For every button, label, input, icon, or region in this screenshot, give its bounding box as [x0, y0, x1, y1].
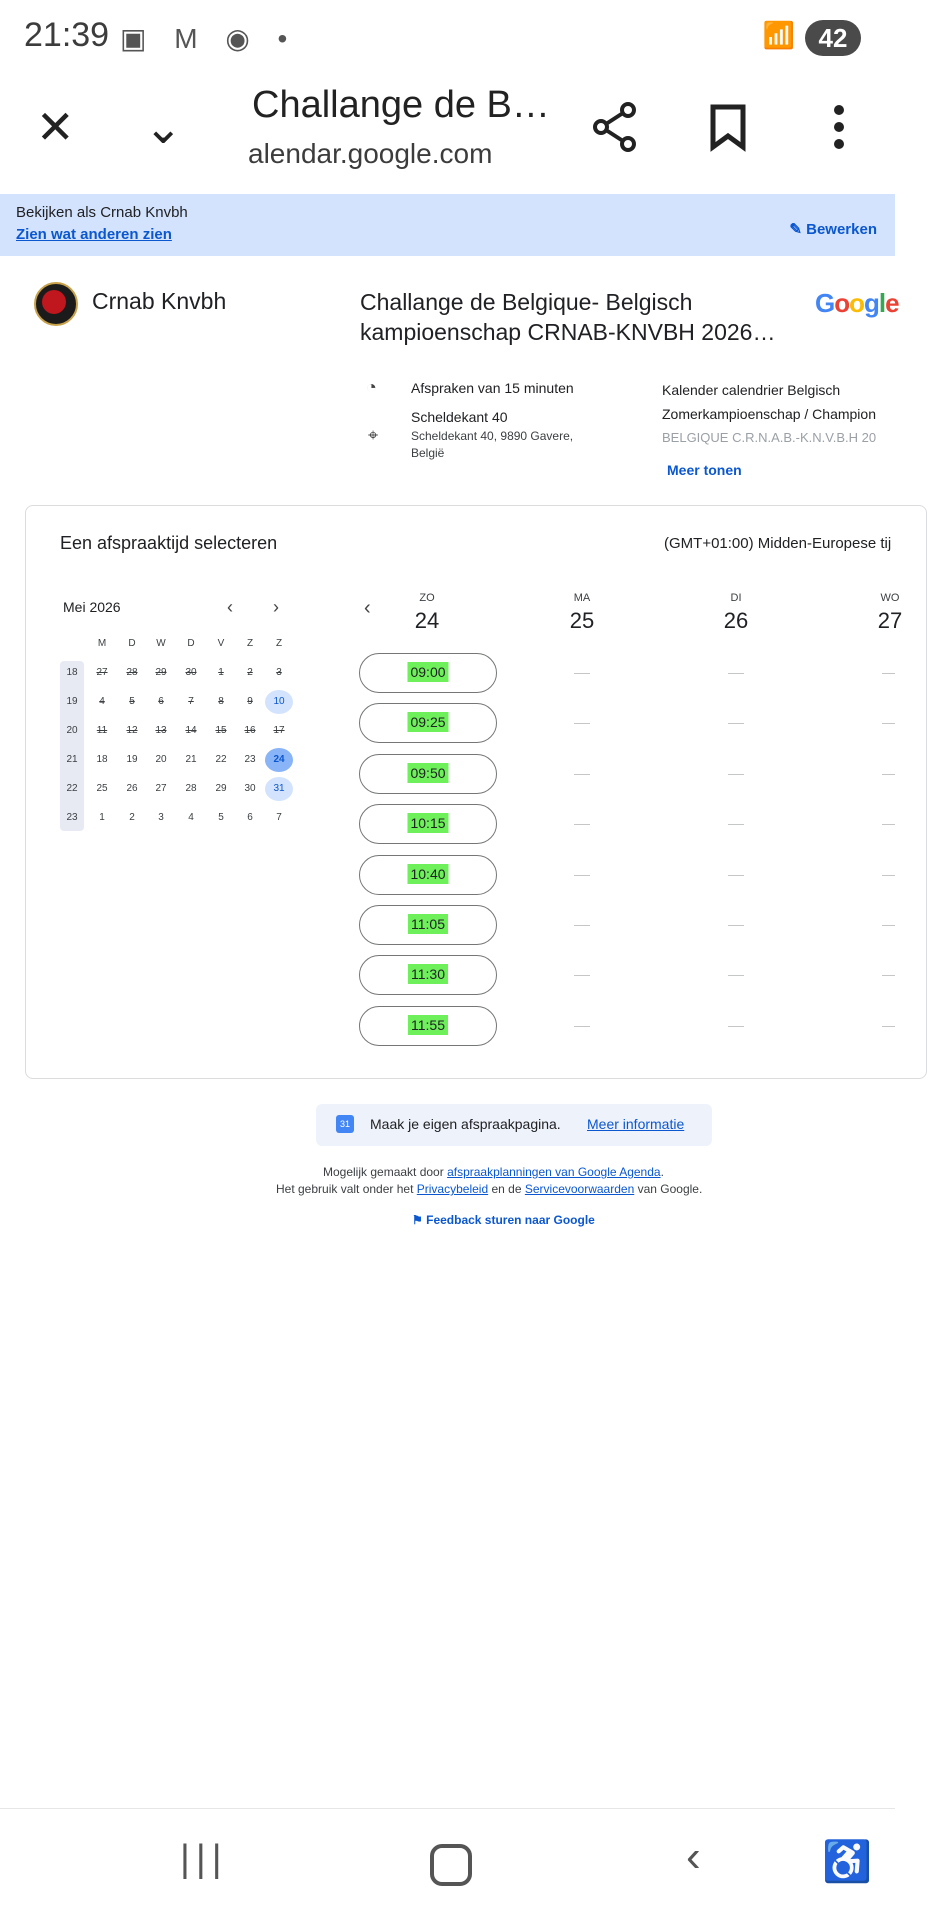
- description-line3: BELGIQUE C.R.N.A.B.-K.N.V.B.H 20: [662, 430, 877, 445]
- time-slot-label: 09:25: [407, 712, 448, 732]
- no-slot-dash: [882, 875, 895, 876]
- feedback-icon: ⚑: [412, 1213, 423, 1227]
- calendar-day-available[interactable]: 31: [265, 777, 293, 801]
- edit-button[interactable]: [789, 220, 877, 238]
- description-line2: Zomerkampioenschap / Champion: [662, 406, 876, 422]
- powered-by-suffix: .: [660, 1165, 664, 1179]
- day-number: 26: [723, 608, 749, 633]
- calendar-day-unavailable: 29: [215, 783, 227, 794]
- owner-name: Crnab Knvbh: [92, 288, 227, 314]
- terms-line: [276, 1182, 702, 1196]
- viewing-as-label: Bekijken als Crnab Knvbh: [16, 204, 188, 221]
- location-address-line1: Scheldekant 40, 9890 Gavere,: [411, 429, 574, 443]
- no-slot-dash: [574, 875, 590, 876]
- accessibility-icon[interactable]: ♿: [822, 1840, 872, 1884]
- day-abbr: DI: [730, 592, 742, 604]
- feedback-button[interactable]: [412, 1213, 595, 1227]
- no-slot-dash: [574, 824, 590, 825]
- back-icon[interactable]: ‹: [686, 1832, 701, 1881]
- no-slot-dash: [728, 673, 744, 674]
- calendar-day-unavailable: 3: [158, 812, 164, 823]
- time-slot-button[interactable]: [359, 703, 497, 743]
- week-number: 23: [66, 812, 78, 823]
- see-others-link[interactable]: Zien wat anderen zien: [16, 226, 172, 243]
- feedback-label: Feedback sturen naar Google: [426, 1213, 595, 1227]
- time-slot-label: 10:15: [407, 813, 448, 833]
- time-slot-button[interactable]: [359, 754, 497, 794]
- weekday-header: Z: [246, 638, 254, 649]
- duration-text: Afspraken van 15 minuten: [411, 380, 574, 396]
- day-number: 27: [877, 608, 903, 633]
- next-month-icon[interactable]: ›: [273, 597, 279, 617]
- week-number: 19: [66, 696, 78, 707]
- owner-avatar-emblem: [42, 290, 66, 314]
- no-slot-dash: [882, 1026, 895, 1027]
- calendar-day-unavailable: 2: [247, 667, 253, 678]
- location-address: [411, 428, 573, 462]
- privacy-link[interactable]: Privacybeleid: [416, 1182, 489, 1196]
- chevron-down-icon[interactable]: ⌄: [144, 101, 183, 153]
- prev-month-icon[interactable]: ‹: [227, 597, 233, 617]
- no-slot-dash: [882, 975, 895, 976]
- no-slot-dash: [882, 925, 895, 926]
- calendar-day-unavailable: 17: [273, 725, 285, 736]
- no-slot-dash: [574, 1026, 590, 1027]
- time-slot-button[interactable]: [359, 855, 497, 895]
- show-more-link[interactable]: Meer tonen: [667, 462, 742, 478]
- weekday-header: D: [187, 638, 195, 649]
- calendar-day-unavailable: 15: [215, 725, 227, 736]
- description-line1: Kalender calendrier Belgisch: [662, 382, 841, 398]
- event-description: [662, 378, 876, 450]
- calendar-day-unavailable: 25: [96, 783, 108, 794]
- calendar-day-unavailable: 19: [126, 754, 138, 765]
- day-number: 25: [569, 608, 595, 633]
- calendar-day-unavailable: 16: [244, 725, 256, 736]
- no-slot-dash: [728, 723, 744, 724]
- calendar-day-unavailable: 4: [188, 812, 194, 823]
- battery-icon: 42: [805, 20, 861, 56]
- location-name: Scheldekant 40: [411, 409, 508, 425]
- recent-apps-icon[interactable]: |||: [180, 1838, 228, 1880]
- day-abbr: MA: [573, 592, 591, 604]
- powered-by-line: [323, 1165, 664, 1179]
- time-slot-button[interactable]: [359, 653, 497, 693]
- no-slot-dash: [882, 824, 895, 825]
- time-slot-label: 11:30: [408, 964, 448, 984]
- timezone-selector[interactable]: (GMT+01:00) Midden-Europese tij: [664, 535, 892, 552]
- notification-icons: ▣ M ◉ •: [120, 23, 298, 54]
- week-number: 20: [66, 725, 78, 736]
- page-url: alendar.google.com: [248, 138, 493, 169]
- terms-suffix: van Google.: [637, 1182, 703, 1196]
- calendar-app-icon: 31: [336, 1115, 354, 1133]
- calendar-day-unavailable: 22: [215, 754, 227, 765]
- time-slot-label: 10:40: [407, 864, 448, 884]
- no-slot-dash: [728, 975, 744, 976]
- more-vert-icon[interactable]: [832, 104, 846, 150]
- no-slot-dash: [574, 673, 590, 674]
- weekday-header: M: [97, 638, 107, 649]
- time-slot-button[interactable]: [359, 905, 497, 945]
- weekday-header: V: [217, 638, 225, 649]
- time-slot-label: 09:00: [407, 662, 448, 682]
- calendar-day-unavailable: 27: [96, 667, 108, 678]
- no-slot-dash: [574, 925, 590, 926]
- day-abbr: WO: [880, 592, 900, 604]
- terms-prefix: Het gebruik valt onder het: [276, 1182, 414, 1196]
- event-title: Challange de Belgique- Belgisch kampioenschap CRNAB-KNVBH 2026…: [360, 289, 776, 345]
- promo-text: Maak je eigen afspraakpagina.: [370, 1116, 561, 1132]
- calendar-day-unavailable: 20: [155, 754, 167, 765]
- signal-icon: 📶: [762, 20, 795, 50]
- pencil-icon: ✎: [789, 221, 802, 238]
- powered-by-prefix: Mogelijk gemaakt door: [323, 1165, 444, 1179]
- no-slot-dash: [728, 925, 744, 926]
- no-slot-dash: [728, 1026, 744, 1027]
- terms-link[interactable]: Servicevoorwaarden: [524, 1182, 635, 1196]
- time-slot-button[interactable]: [359, 804, 497, 844]
- day-number: 24: [414, 608, 440, 633]
- calendar-day-unavailable: 29: [155, 667, 167, 678]
- scheduling-link[interactable]: afspraakplanningen van Google Agenda: [447, 1165, 661, 1179]
- calendar-day-unavailable: 21: [185, 754, 197, 765]
- calendar-day-unavailable: 1: [218, 667, 224, 678]
- mini-calendar-month: Mei 2026: [63, 599, 121, 615]
- day-abbr: ZO: [419, 592, 435, 604]
- no-slot-dash: [728, 824, 744, 825]
- calendar-day-available[interactable]: 10: [265, 690, 293, 714]
- status-time: 21:39: [24, 16, 110, 54]
- no-slot-dash: [574, 774, 590, 775]
- calendar-day-unavailable: 23: [244, 754, 256, 765]
- time-slot-label: 11:05: [408, 914, 448, 934]
- weekday-header: D: [128, 638, 136, 649]
- calendar-day-unavailable: 28: [185, 783, 197, 794]
- calendar-day-unavailable: 13: [155, 725, 167, 736]
- calendar-day-unavailable: 6: [247, 812, 253, 823]
- prev-week-icon[interactable]: ‹: [364, 597, 371, 619]
- weekday-header: Z: [275, 638, 283, 649]
- calendar-day-unavailable: 12: [126, 725, 138, 736]
- home-icon[interactable]: [430, 1844, 472, 1886]
- calendar-day-unavailable: 14: [185, 725, 197, 736]
- terms-middle: en de: [491, 1182, 522, 1196]
- time-slot-label: 11:55: [408, 1015, 448, 1035]
- calendar-day-unavailable: 6: [158, 696, 164, 707]
- clock-icon: ◔: [366, 377, 377, 397]
- week-number: 21: [66, 754, 78, 765]
- calendar-day-unavailable: 7: [276, 812, 282, 823]
- no-slot-dash: [882, 673, 895, 674]
- share-icon[interactable]: [592, 102, 638, 152]
- location-address-line2: België: [411, 446, 445, 460]
- edit-label: Bewerken: [806, 221, 877, 238]
- no-slot-dash: [882, 774, 895, 775]
- calendar-day-unavailable: 28: [126, 667, 138, 678]
- no-slot-dash: [574, 723, 590, 724]
- calendar-day-selected[interactable]: 24: [265, 748, 293, 772]
- calendar-day-unavailable: 30: [185, 667, 197, 678]
- booking-heading: Een afspraaktijd selecteren: [60, 533, 278, 553]
- weekday-header: W: [156, 638, 166, 649]
- location-icon: ⌖: [368, 425, 379, 445]
- google-logo: Google: [815, 288, 899, 318]
- calendar-day-unavailable: 18: [96, 754, 108, 765]
- nav-divider: [0, 1808, 895, 1809]
- time-slot-button[interactable]: [359, 955, 497, 995]
- more-info-link[interactable]: Meer informatie: [587, 1116, 685, 1132]
- no-slot-dash: [574, 975, 590, 976]
- no-slot-dash: [728, 774, 744, 775]
- time-slot-label: 09:50: [407, 763, 448, 783]
- no-slot-dash: [728, 875, 744, 876]
- calendar-day-unavailable: 4: [99, 696, 105, 707]
- close-icon[interactable]: ✕: [36, 101, 75, 153]
- bookmark-icon[interactable]: [710, 104, 746, 150]
- calendar-day-unavailable: 26: [126, 783, 138, 794]
- week-number: 22: [66, 783, 78, 794]
- week-number: 18: [66, 667, 78, 678]
- calendar-day-unavailable: 5: [129, 696, 135, 707]
- calendar-day-unavailable: 1: [99, 812, 105, 823]
- calendar-day-unavailable: 27: [155, 783, 167, 794]
- calendar-day-unavailable: 3: [276, 667, 282, 678]
- time-slot-button[interactable]: [359, 1006, 497, 1046]
- calendar-day-unavailable: 8: [218, 696, 224, 707]
- calendar-day-unavailable: 2: [129, 812, 135, 823]
- calendar-day-unavailable: 30: [244, 783, 256, 794]
- page-title: Challange de B…: [252, 84, 550, 126]
- calendar-day-unavailable: 9: [247, 696, 253, 707]
- calendar-day-unavailable: 5: [218, 812, 224, 823]
- calendar-day-unavailable: 11: [96, 725, 108, 736]
- no-slot-dash: [882, 723, 895, 724]
- calendar-day-unavailable: 7: [188, 696, 194, 707]
